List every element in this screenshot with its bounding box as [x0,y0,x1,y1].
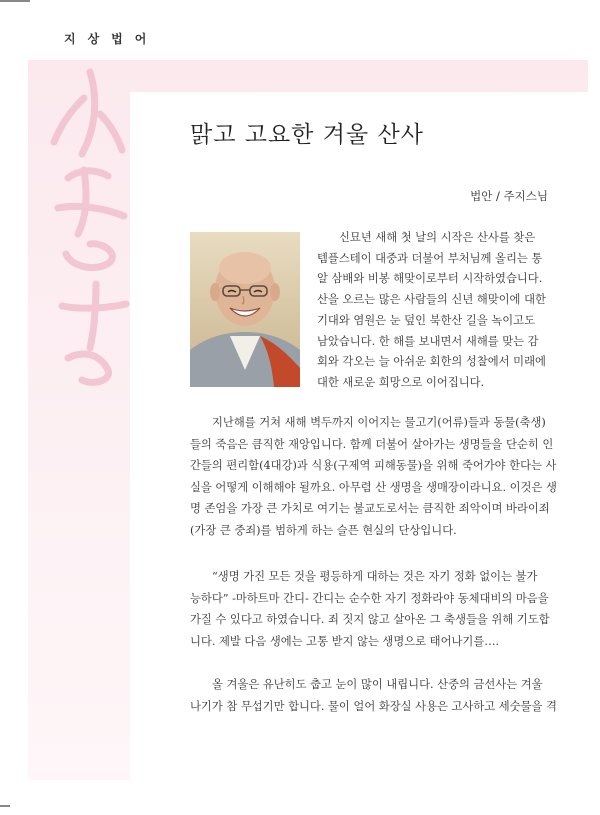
body-line: 실을 어떻게 이해해야 될까요. 아무렴 산 생명을 생매장이라니요. 이것은 생 [190,480,557,494]
crop-mark [0,0,30,2]
intro-line: 대한 새로운 희망으로 이어집니다. [317,375,485,389]
intro-line: 회와 각오는 늘 아쉬운 회한의 성찰에서 미래에 [317,355,546,369]
intro-line: 기대와 염원은 눈 덮인 북한산 길을 녹이고도 [317,313,535,327]
author-byline: 법안 / 주지스님 [470,189,548,203]
monk-portrait-photo [190,232,300,387]
intro-line: 남았습니다. 한 해를 보내면서 새해를 맞는 감 [317,334,539,348]
body-paragraph-1 [190,412,557,541]
intro-line: 신묘년 새해 첫 날의 시작은 산사를 찾은 [339,231,536,244]
body-paragraph-3 [190,674,557,717]
body-line: “생명 가진 모든 것을 평등하게 대하는 것은 자기 정화 없이는 불가 [212,570,538,583]
intro-paragraph [317,228,551,394]
intro-line: 알 삼배와 비봉 해맞이로부터 시작하였습니다. [317,272,543,286]
body-line: 명 존엄을 가장 큰 가치로 여기는 불교도로서는 큼직한 죄악이며 바라이죄 [190,502,550,515]
body-line: (가장 큰 중죄)를 범하게 하는 슬픈 현실의 단상입니다. [190,523,457,537]
body-line: 니다. 제발 다음 생에는 고통 받지 않는 생명으로 태어나기를…. [190,634,500,648]
body-line: 들의 죽음은 큼직한 재앙입니다. 함께 더불어 살아가는 생명들을 단순히 인 [190,437,554,451]
body-line: 나기가 참 무섭기만 합니다. 물이 얼어 화장실 사용은 고사하고 세숫물을 격 [190,699,557,713]
intro-line: 템플스테이 대중과 더불어 부처님께 올리는 통 [317,251,543,265]
body-line: 가질 수 있다고 하였습니다. 죄 짓지 않고 살아온 그 축생들을 위해 기도합 [190,613,550,626]
body-paragraph-2 [190,566,552,652]
body-line: 능하다” -마하트마 간디- 간디는 순수한 자기 정화라야 동체대비의 마음을 [190,591,549,605]
body-line: 올 겨울은 유난히도 춥고 눈이 많이 내립니다. 산중의 금선사는 겨울 [212,678,543,691]
body-line: 간들의 편리함(4대강)과 식용(구제역 피해동물)을 위해 죽어가야 한다는 사 [190,459,557,472]
calligraphy-decoration [38,58,138,388]
intro-line: 산을 오르는 많은 사람들의 신년 해맞이에 대한 [317,293,546,307]
section-label: 지상법어 [64,32,159,46]
article-title: 맑고 고요한 겨울 산사 [190,122,424,148]
crop-mark-bottom [0,805,10,807]
body-line: 지난해를 거쳐 새해 벽두까지 이어지는 물고기(어류)들과 동물(축생) [212,416,546,429]
